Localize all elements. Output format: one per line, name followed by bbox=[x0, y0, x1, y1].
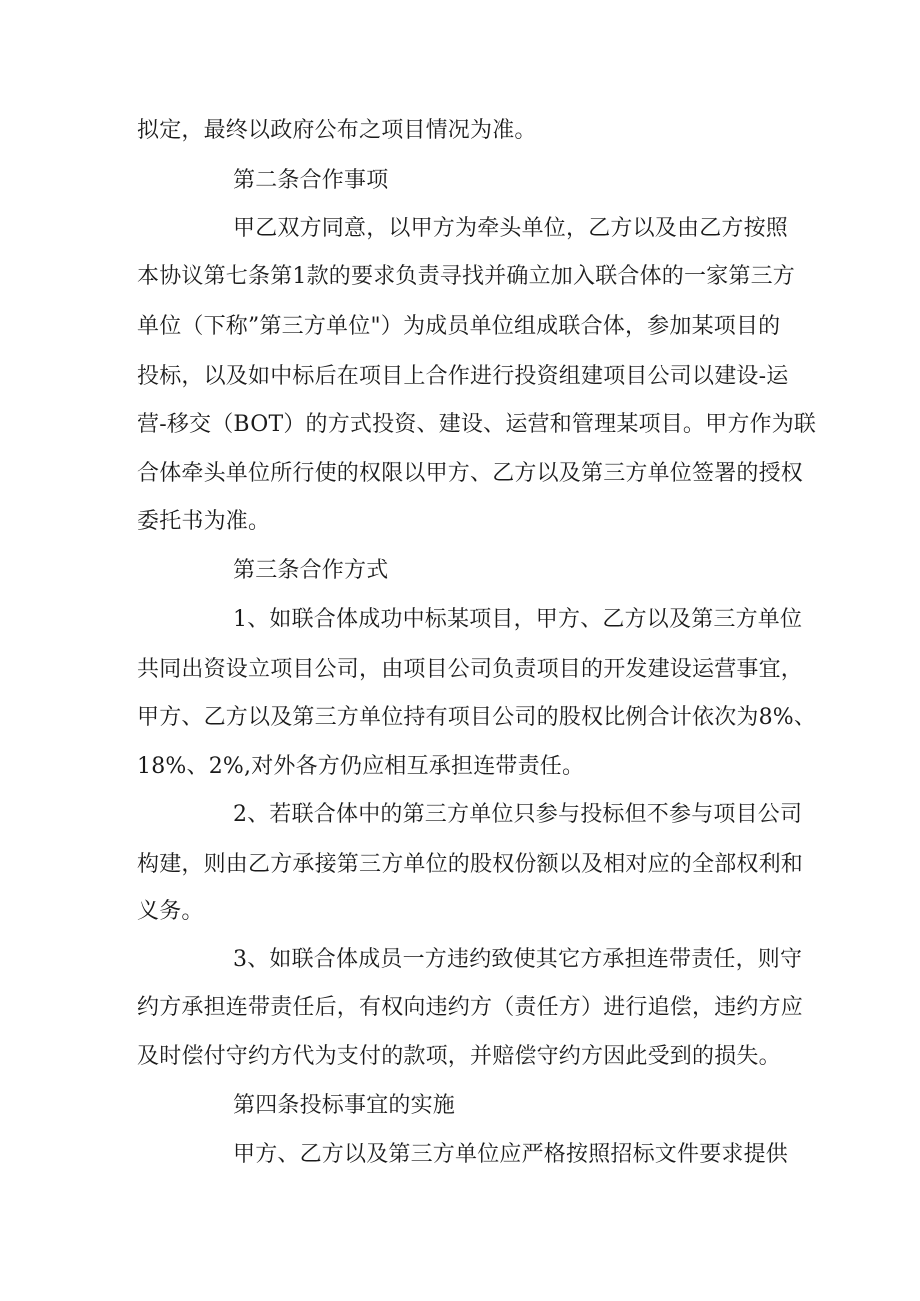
text-line: 委托书为准。 bbox=[137, 509, 271, 534]
text-line: 约方承担连带责任后，有权向违约方（责任方）进行追偿，违约方应 bbox=[137, 995, 804, 1020]
text-line: 拟定，最终以政府公布之项目情况为准。 bbox=[137, 118, 537, 143]
text-line: 甲乙双方同意，以甲方为牵头单位，乙方以及由乙方按照 bbox=[233, 216, 789, 241]
text-line: 义务。 bbox=[137, 899, 204, 924]
text-line: 本协议第七条第1款的要求负责寻找并确立加入联合体的一家第三方 bbox=[137, 264, 795, 289]
section-heading: 第四条投标事宜的实施 bbox=[233, 1093, 456, 1118]
section-heading: 第二条合作事项 bbox=[233, 168, 389, 193]
text-line: 投标，以及如中标后在项目上合作进行投资组建项目公司以建设-运 bbox=[137, 364, 789, 389]
section-heading: 第三条合作方式 bbox=[233, 558, 389, 583]
text-line: 3、如联合体成员一方违约致使其它方承担连带责任，则守 bbox=[233, 947, 803, 972]
text-line: 构建，则由乙方承接第三方单位的股权份额以及相对应的全部权利和 bbox=[137, 852, 804, 877]
text-line: 及时偿付守约方代为支付的款项，并赔偿守约方因此受到的损失。 bbox=[137, 1044, 781, 1069]
text-line: 单位（下称”第三方单位"）为成员单位组成联合体，参加某项目的 bbox=[137, 314, 781, 339]
text-line: 2、若联合体中的第三方单位只参与投标但不参与项目公司 bbox=[233, 802, 803, 827]
text-line: 18%、2%,对外各方仍应相互承担连带责任。 bbox=[137, 754, 585, 779]
text-line: 甲方、乙方以及第三方单位应严格按照招标文件要求提供 bbox=[233, 1142, 789, 1167]
text-line: 共同出资设立项目公司，由项目公司负责项目的开发建设运营事宜， bbox=[137, 657, 804, 682]
text-line: 合体牵头单位所行使的权限以甲方、乙方以及第三方单位签署的授权 bbox=[137, 461, 804, 486]
text-line: 甲方、乙方以及第三方单位持有项目公司的股权比例合计依次为8%、 bbox=[137, 705, 817, 730]
text-line: 营-移交（BOT）的方式投资、建设、运营和管理某项目。甲方作为联 bbox=[137, 412, 817, 437]
text-line: 1、如联合体成功中标某项目，甲方、乙方以及第三方单位 bbox=[233, 607, 803, 632]
